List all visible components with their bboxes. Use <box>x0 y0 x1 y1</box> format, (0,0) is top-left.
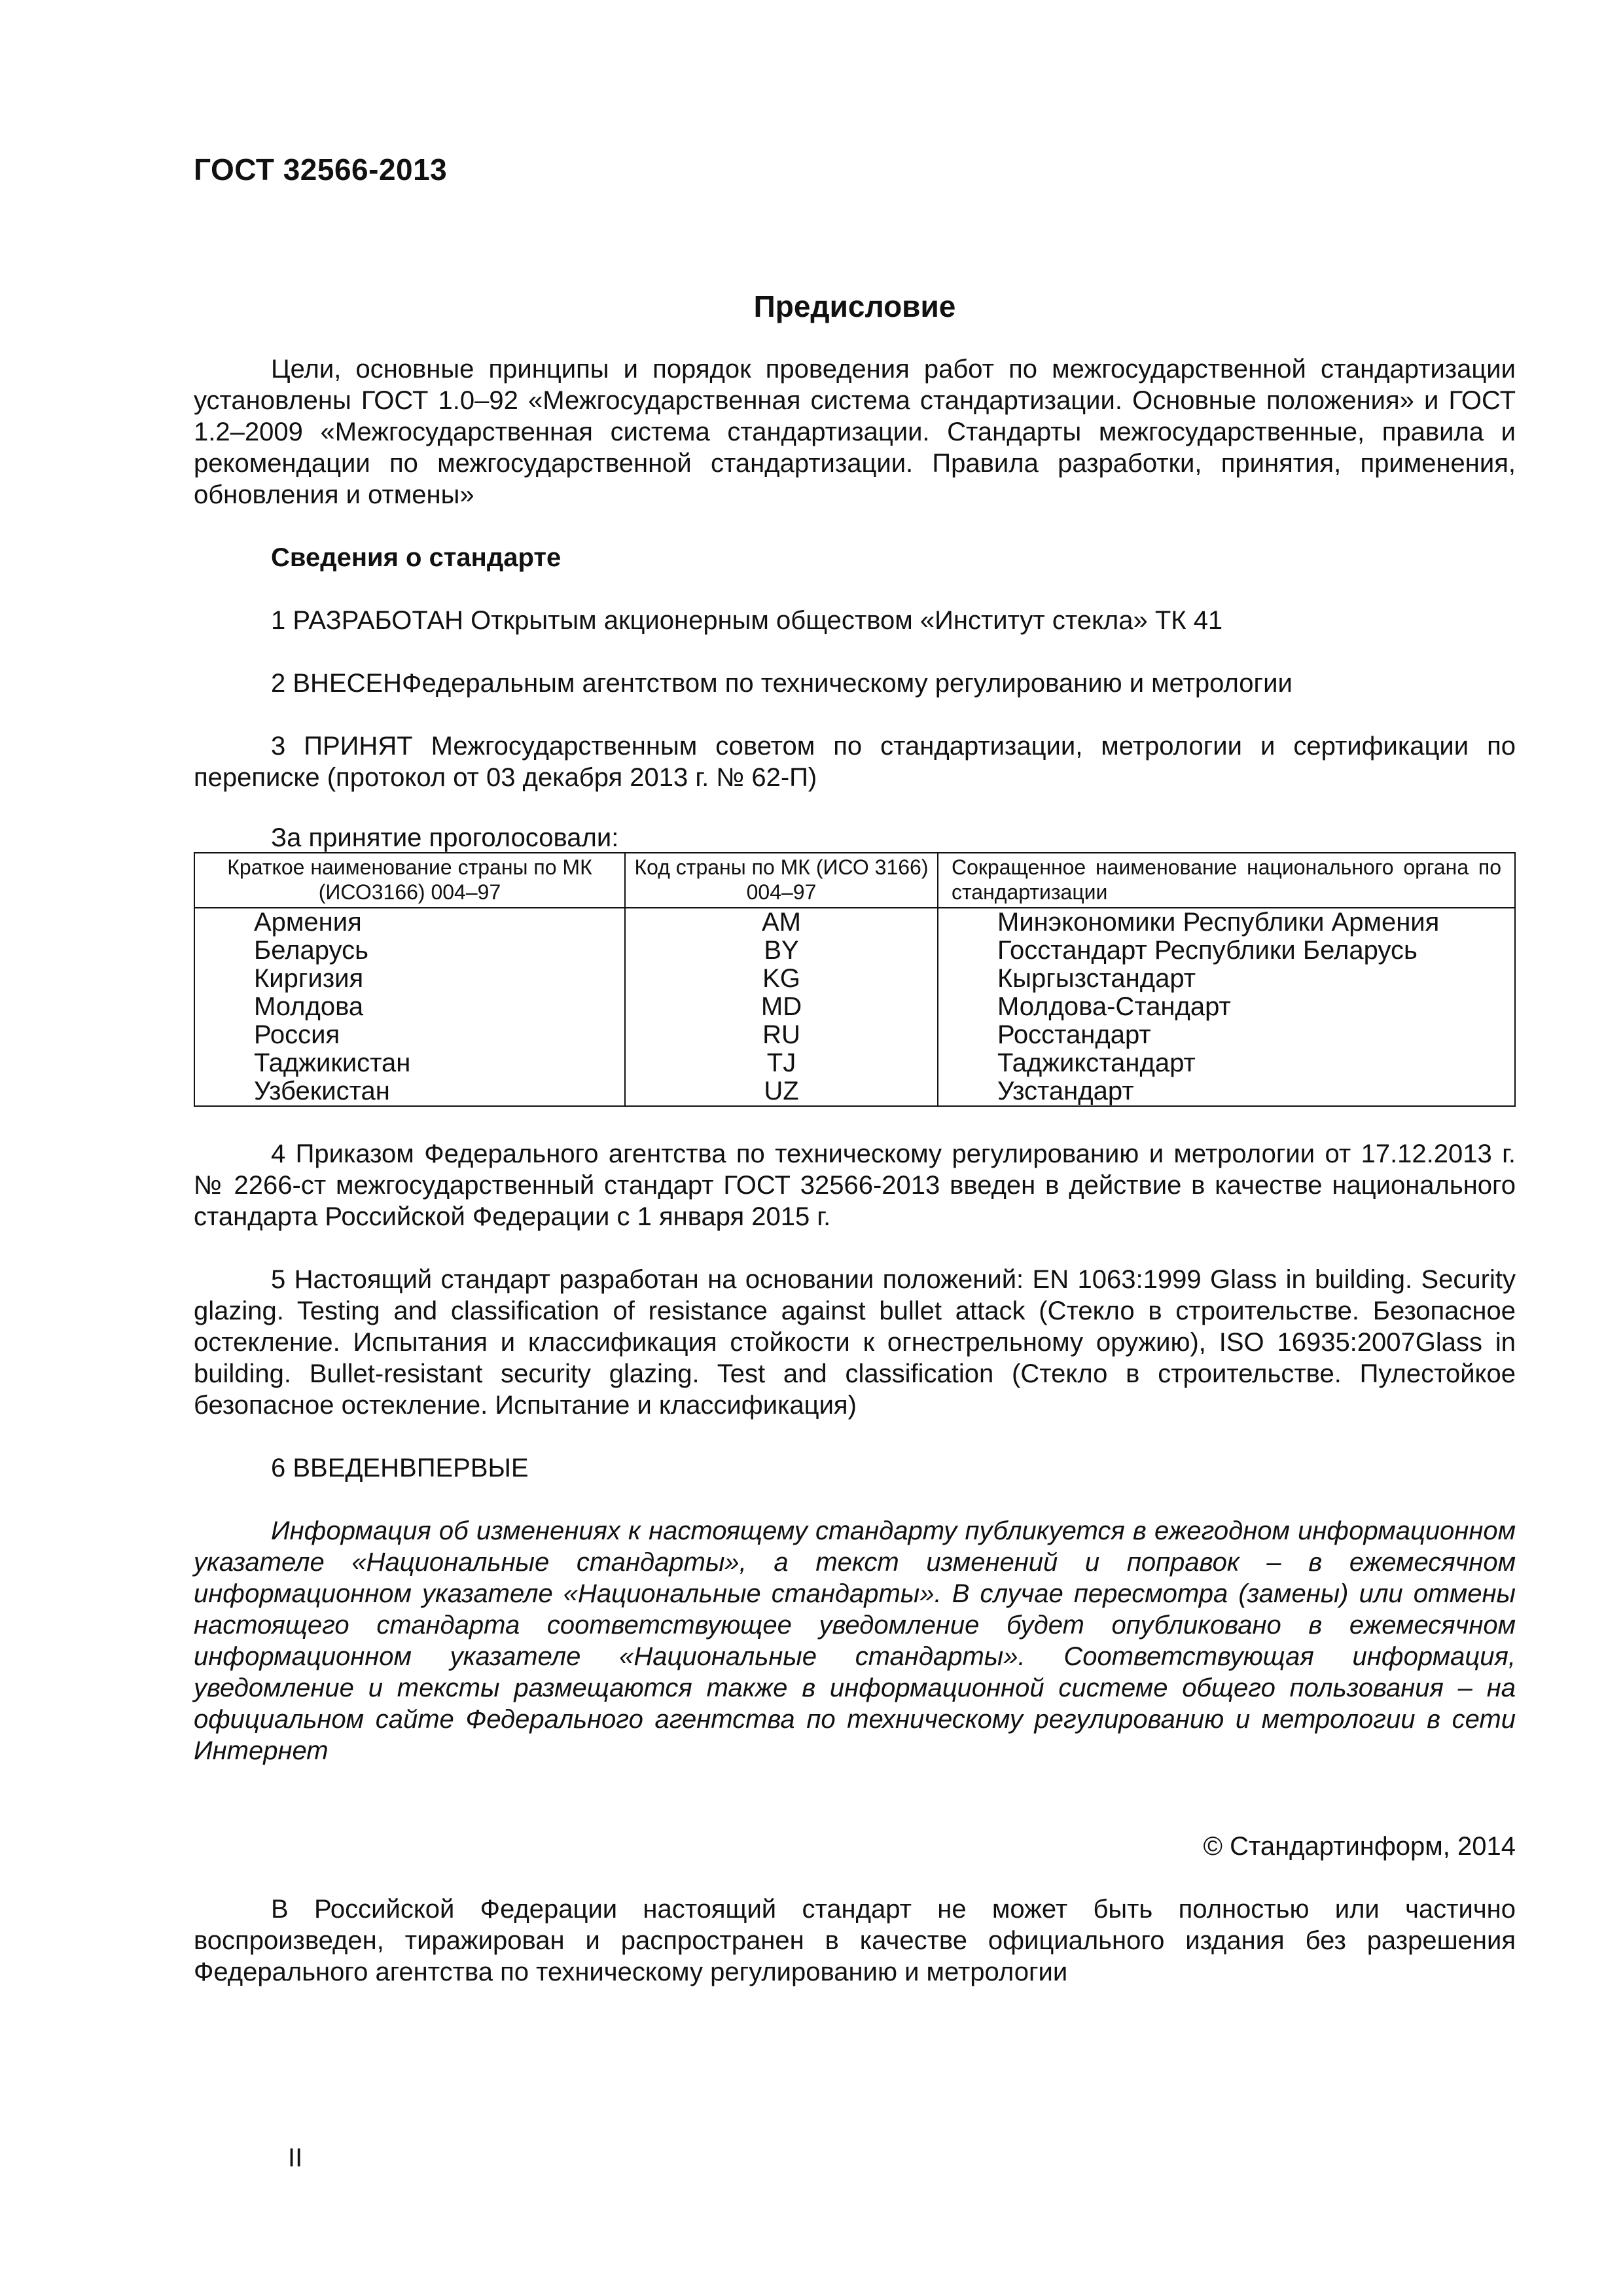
page-title: Предисловие <box>753 289 956 323</box>
changes-notice: Информация об изменениях к настоящему стандарту публикуется в ежегодном информационном указателе «Национальные стандарты», а текст изменений и поправок – в ежемесячном информационном указателе «Национальные стандарты». В случае пересмотра (замены) или отмены настоящего стандарта соответствующее уведомление будет опубликовано в ежемесячном информационном указателе «Национальные стандарты». Соответствующая информация, уведомление и тексты размещаются также в информационной системе общего пользования – на официальном сайте Федерального агентства по техническому регулированию и метрологии в сети Интернет <box>194 1516 1516 1765</box>
country-code: KG <box>625 965 938 993</box>
standard-info-heading: Сведения о стандарте <box>271 543 562 572</box>
voting-table <box>194 852 1516 1107</box>
page-number: II <box>288 2144 303 2172</box>
country-code: AM <box>625 908 938 937</box>
voting-table-body <box>194 908 1515 1106</box>
country-name: Узбекистан <box>194 1077 625 1106</box>
item-introduced: 6 ВВЕДЕНВПЕРВЫЕ <box>271 1454 529 1482</box>
column-header-code: Код страны по МК (ИСО 3166) 004–97 <box>625 853 938 908</box>
column-header-country: Краткое наименование страны по МК (ИСО3166) 004–97 <box>194 853 625 908</box>
item-basis: 5 Настоящий стандарт разработан на основании положений: EN 1063:1999 Glass in building. Security glazing. Testing and classification of resistance against bullet attack (Стекло в строительстве. Безопасное остекление. Испытания и классификация стойкости к огнестрельному оружию), ISO 16935:2007Glass in building. Bullet-resistant security glazing. Test and classification (Стекло в строительстве. Пулестойкое безопасное остекление. Испытание и классификация) <box>194 1265 1516 1420</box>
standards-body: Госстандарт Республики Беларусь <box>938 937 1515 965</box>
table-row <box>194 1077 1515 1106</box>
table-row <box>194 993 1515 1021</box>
standards-body: Таджикстандарт <box>938 1049 1515 1077</box>
standards-body: Узстандарт <box>938 1077 1515 1106</box>
standards-body: Кыргызстандарт <box>938 965 1515 993</box>
standards-body: Росстандарт <box>938 1021 1515 1049</box>
country-code: UZ <box>625 1077 938 1106</box>
table-row <box>194 965 1515 993</box>
standard-code-header: ГОСТ 32566-2013 <box>194 152 448 187</box>
country-name: Беларусь <box>194 937 625 965</box>
copyright-line: © Стандартинформ, 2014 <box>1203 1832 1516 1861</box>
table-row <box>194 1021 1515 1049</box>
country-name: Армения <box>194 908 625 937</box>
item-order: 4 Приказом Федерального агентства по техническому регулированию и метрологии от 17.12.2013 г. № 2266-ст межгосударственный стандарт ГОСТ 32566-2013 введен в действие в качестве национального стандарта Российской Федерации с 1 января 2015 г. <box>194 1139 1516 1231</box>
document-body <box>194 288 1516 1988</box>
reproduction-notice: В Российской Федерации настоящий стандарт не может быть полностью или частично воспроизведен, тиражирован и распространен в качестве официального издания без разрешения Федерального агентства по техническому регулированию и метрологии <box>194 1895 1516 1986</box>
country-code: TJ <box>625 1049 938 1077</box>
standards-body: Молдова-Стандарт <box>938 993 1515 1021</box>
intro-paragraph: Цели, основные принципы и порядок проведения работ по межгосударственной стандартизации установлены ГОСТ 1.0–92 «Межгосударственная система стандартизации. Основные положения» и ГОСТ 1.2–2009 «Межгосударственная система стандартизации. Стандарты межгосударственные, правила и рекомендации по межгосударственной стандартизации. Правила разработки, принятия, применения, обновления и отмены» <box>194 355 1516 509</box>
voting-caption: За принятие проголосовали: <box>271 823 619 852</box>
country-code: MD <box>625 993 938 1021</box>
item-adopted: 3 ПРИНЯТ Межгосударственным советом по стандартизации, метрологии и сертификации по переписке (протокол от 03 декабря 2013 г. № 62-П) <box>194 732 1516 792</box>
table-row <box>194 1049 1515 1077</box>
country-name: Киргизия <box>194 965 625 993</box>
table-row <box>194 908 1515 937</box>
table-row <box>194 937 1515 965</box>
country-name: Молдова <box>194 993 625 1021</box>
country-name: Таджикистан <box>194 1049 625 1077</box>
country-name: Россия <box>194 1021 625 1049</box>
standards-body: Минэкономики Республики Армения <box>938 908 1515 937</box>
country-code: BY <box>625 937 938 965</box>
item-submitted: 2 ВНЕСЕНФедеральным агентством по техническому регулированию и метрологии <box>271 669 1293 698</box>
column-header-body: Сокращенное наименование национального органа по стандартизации <box>938 853 1515 908</box>
voting-table-header <box>194 853 1515 908</box>
item-developed: 1 РАЗРАБОТАН Открытым акционерным обществом «Институт стекла» ТК 41 <box>271 606 1223 635</box>
country-code: RU <box>625 1021 938 1049</box>
